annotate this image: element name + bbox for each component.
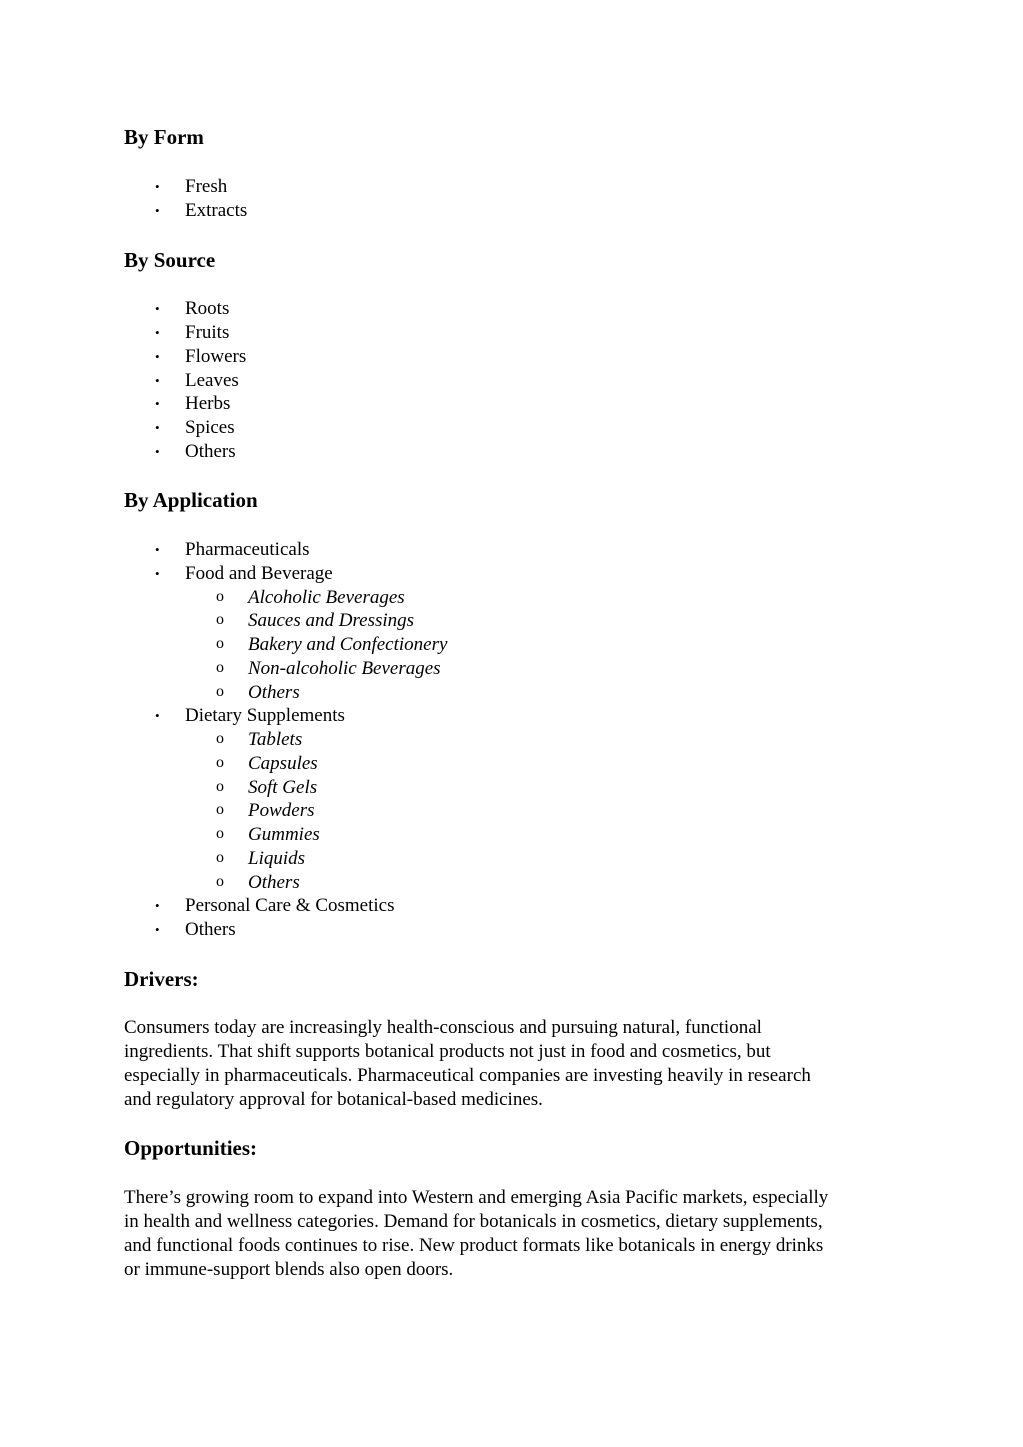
sub-list-item-label: Alcoholic Beverages xyxy=(248,587,405,608)
bullet-icon: • xyxy=(155,373,160,388)
list-item-label: Flowers xyxy=(185,346,247,367)
sub-list-item-label: Others xyxy=(248,872,300,893)
circle-bullet-icon: o xyxy=(216,611,224,628)
bullet-icon: • xyxy=(155,203,160,218)
circle-bullet-icon: o xyxy=(216,778,224,795)
heading-opportunities: Opportunities: xyxy=(124,1136,258,1160)
heading-by-form: By Form xyxy=(124,125,204,149)
list-item-label: Others xyxy=(185,441,236,462)
list-item-label: Roots xyxy=(185,298,230,319)
sub-list-item-label: Capsules xyxy=(248,753,318,774)
paragraph-line: Consumers today are increasingly health-conscious and pursuing natural, functional xyxy=(124,1017,762,1038)
bullet-icon: • xyxy=(155,301,160,316)
sub-list-item-label: Soft Gels xyxy=(248,777,318,798)
sub-list-item-label: Liquids xyxy=(248,848,306,869)
bullet-icon: • xyxy=(155,420,160,435)
list-item-label: Fruits xyxy=(185,322,230,343)
list-item-label: Dietary Supplements xyxy=(185,705,345,726)
circle-bullet-icon: o xyxy=(216,754,224,771)
bullet-icon: • xyxy=(155,325,160,340)
list-item-label: Food and Beverage xyxy=(185,563,333,584)
list-item-label: Others xyxy=(185,919,236,940)
bullet-icon: • xyxy=(155,349,160,364)
circle-bullet-icon: o xyxy=(216,873,224,890)
sub-list-item-label: Sauces and Dressings xyxy=(248,610,415,631)
paragraph-line: in health and wellness categories. Demand for botanicals in cosmetics, dietary supplements, xyxy=(124,1211,823,1232)
bullet-icon: • xyxy=(155,444,160,459)
sub-list-item-label: Tablets xyxy=(248,729,303,750)
paragraph-line: or immune-support blends also open doors. xyxy=(124,1259,454,1280)
list-item-label: Spices xyxy=(185,417,235,438)
paragraph-line: There’s growing room to expand into Western and emerging Asia Pacific markets, especially xyxy=(124,1187,829,1208)
list-item-label: Personal Care & Cosmetics xyxy=(185,895,395,916)
drivers-paragraph xyxy=(124,1016,914,1112)
bullet-icon: • xyxy=(155,396,160,411)
bullet-icon: • xyxy=(155,542,160,557)
sub-list-item-label: Gummies xyxy=(248,824,320,845)
sub-list-item-label: Non-alcoholic Beverages xyxy=(248,658,441,679)
paragraph-line: and regulatory approval for botanical-based medicines. xyxy=(124,1089,543,1110)
circle-bullet-icon: o xyxy=(216,730,224,747)
circle-bullet-icon: o xyxy=(216,588,224,605)
circle-bullet-icon: o xyxy=(216,683,224,700)
bullet-icon: • xyxy=(155,922,160,937)
bullet-icon: • xyxy=(155,898,160,913)
list-item-label: Fresh xyxy=(185,176,228,197)
circle-bullet-icon: o xyxy=(216,659,224,676)
list-item-label: Herbs xyxy=(185,393,231,414)
bullet-icon: • xyxy=(155,708,160,723)
sub-list-item-label: Powders xyxy=(248,800,315,821)
opportunities-paragraph xyxy=(124,1186,914,1282)
heading-drivers: Drivers: xyxy=(124,967,199,991)
list-item-label: Pharmaceuticals xyxy=(185,539,310,560)
bullet-icon: • xyxy=(155,179,160,194)
sub-list-item-label: Others xyxy=(248,682,300,703)
heading-by-source: By Source xyxy=(124,248,216,272)
paragraph-line: especially in pharmaceuticals. Pharmaceutical companies are investing heavily in research xyxy=(124,1065,811,1086)
circle-bullet-icon: o xyxy=(216,635,224,652)
sub-list-item-label: Bakery and Confectionery xyxy=(248,634,448,655)
bullet-icon: • xyxy=(155,566,160,581)
paragraph-line: ingredients. That shift supports botanical products not just in food and cosmetics, but xyxy=(124,1041,771,1062)
circle-bullet-icon: o xyxy=(216,801,224,818)
list-item-label: Extracts xyxy=(185,200,248,221)
circle-bullet-icon: o xyxy=(216,849,224,866)
list-item-label: Leaves xyxy=(185,370,239,391)
circle-bullet-icon: o xyxy=(216,825,224,842)
paragraph-line: and functional foods continues to rise. New product formats like botanicals in energy drinks xyxy=(124,1235,824,1256)
heading-by-application: By Application xyxy=(124,488,258,512)
